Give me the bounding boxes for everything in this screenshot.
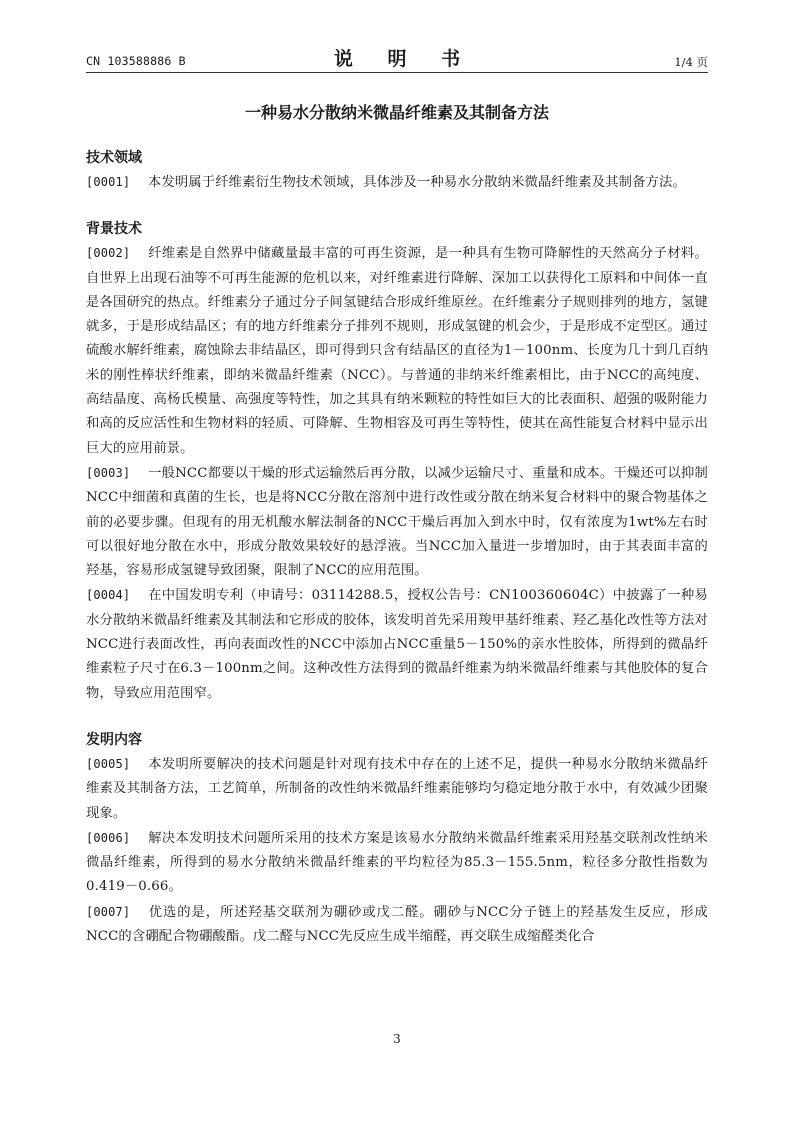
- publication-number: CN 103588886 B: [86, 54, 186, 68]
- page-count: 1/4 页: [674, 55, 708, 69]
- paragraph-text: 纤维素是自然界中储藏量最丰富的可再生资源，是一种具有生物可降解性的天然高分子材料。自世界上出现石油等不可再生能源的危机以来，对纤维素进行降解、深加工以获得化工原料和中间体一直是各国研究的热点。纤维素分子通过分子间氢键结合形成纤维原丝。在纤维素分子规则排列的地方，氢键就多，于是形成结晶区；有的地方纤维素分子排列不规则，形成氢键的机会少，于是形成不定型区。通过硫酸水解纤维素，腐蚀除去非结晶区，即可得到只含有结晶区的直径为1－100nm、长度为几十到几百纳米的刚性棒状纤维素，即纳米微晶纤维素（NCC）。与普通的非纳米纤维素相比，由于NCC的高纯度、高结晶度、高杨氏模量、高强度等特性，加之其具有纳米颗粒的特性如巨大的比表面积、超强的吸附能力和高的反应活性和生物材料的轻质、可降解、生物相容及可再生等特性，使其在高性能复合材料中显示出巨大的应用前景。: [86, 246, 708, 456]
- document-title: 一种易水分散纳米微晶纤维素及其制备方法: [244, 103, 549, 122]
- paragraph-0001: [86, 170, 708, 195]
- section-gap: [86, 195, 708, 217]
- paragraph-number: [0005]: [86, 756, 131, 771]
- paragraph-text: 解决本发明技术问题所采用的技术方案是该易水分散纳米微晶纤维素采用羟基交联剂改性纳米微晶纤维素，所得到的易水分散纳米微晶纤维素的平均粒径为85.3－155.5nm，粒径多分散性指数为0.419－0.66。: [86, 830, 708, 895]
- paragraph-number: [0007]: [86, 904, 131, 919]
- paragraph-0007: [86, 900, 708, 950]
- paragraph-number: [0001]: [86, 175, 131, 189]
- paragraph-text: 一般NCC都要以干燥的形式运输然后再分散，以减少运输尺寸、重量和成本。干燥还可以抑制NCC中细菌和真菌的生长，也是将NCC分散在溶剂中进行改性或分散在纳米复合材料中的聚合物基体之前的必要步骤。但现有的用无机酸水解法制备的NCC干燥后再加入到水中时，仅有浓度为1wt%左右时可以很好地分散在水中，形成分散效果较好的悬浮液。当NCC加入量进一步增加时，由于其表面丰富的羟基，容易形成氢键导致团聚，限制了NCC的应用范围。: [86, 465, 708, 579]
- paragraph-0003: [86, 461, 708, 583]
- paragraph-0005: [86, 752, 708, 826]
- paragraph-0004: [86, 583, 708, 705]
- section-heading-background: 背景技术: [86, 221, 142, 238]
- paragraph-number: [0002]: [86, 246, 131, 261]
- paragraph-0006: [86, 826, 708, 900]
- document-type: 说 明 书: [333, 48, 475, 70]
- paragraph-text: 本发明属于纤维素衍生物技术领域，具体涉及一种易水分散纳米微晶纤维素及其制备方法。: [148, 175, 686, 190]
- paragraph-number: [0004]: [86, 588, 131, 603]
- page-number: 3: [393, 1032, 401, 1046]
- paragraph-text: 优选的是，所述羟基交联剂为硼砂或戊二醛。硼砂与NCC分子链上的羟基发生反应，形成NCC的含硼配合物硼酸酯。戊二醛与NCC先反应生成半缩醛，再交联生成缩醛类化合: [86, 904, 708, 945]
- paragraph-number: [0006]: [86, 830, 131, 845]
- section-heading-technical-field: 技术领域: [86, 150, 142, 166]
- section-heading-summary: 发明内容: [86, 731, 142, 748]
- paragraph-0002: [86, 241, 708, 461]
- section-gap: [86, 706, 708, 728]
- document-body: [86, 146, 708, 949]
- paragraph-number: [0003]: [86, 465, 131, 480]
- paragraph-text: 在中国发明专利（申请号：03114288.5，授权公告号：CN100360604C）中披露了一种易水分散纳米微晶纤维素及其制法和它形成的胶体，该发明首先采用羧甲基纤维素、羟乙基化改性等方法对NCC进行表面改性，再向表面改性的NCC中添加占NCC重量5－150%的亲水性胶体，所得到的微晶纤维素粒子尺寸在6.3－100nm之间。这种改性方法得到的微晶纤维素为纳米微晶纤维素与其他胶体的复合物，导致应用范围窄。: [86, 588, 708, 701]
- page-header: [86, 40, 708, 73]
- paragraph-text: 本发明所要解决的技术问题是针对现有技术中存在的上述不足，提供一种易水分散纳米微晶纤维素及其制备方法，工艺简单，所制备的改性纳米微晶纤维素能够均匀稳定地分散于水中，有效减少团聚现象。: [86, 756, 708, 821]
